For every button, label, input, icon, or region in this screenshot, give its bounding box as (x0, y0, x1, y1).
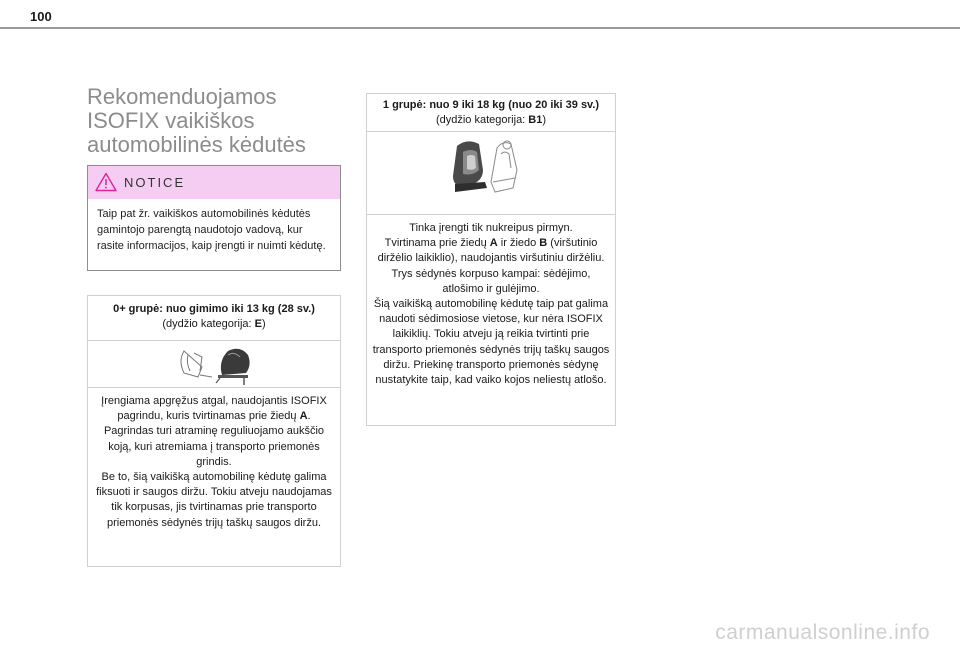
section-title (87, 85, 347, 157)
warning-triangle-icon (95, 172, 117, 192)
text-run: (viršutinio diržėlio laikiklio), naudojantis viršutiniu diržėliu. (377, 237, 605, 265)
text-run: . (307, 410, 311, 423)
seat-group-0-description (88, 388, 340, 531)
section-title-line: Rekomenduojamos (87, 84, 277, 109)
category-value: B1 (528, 114, 543, 126)
category-suffix: ) (262, 318, 266, 330)
ring-ref-a: A (489, 237, 498, 250)
seat-group-0-illustration (88, 341, 340, 388)
ring-ref-a: A (299, 410, 308, 423)
description-paragraph (92, 394, 336, 424)
description-paragraph: Be to, šią vaikišką automobilinę kėdutę galima fiksuoti ir saugos diržu. Tokiu atveju naudojamas tik korpusas, jis tvirtinamas prie transporto priemonės sėdynės trijų taškų saugos diržu. (96, 471, 332, 529)
seat-group-0-card (87, 295, 341, 567)
seat-group-1-category (367, 113, 615, 128)
section-title-line: automobilinės kėdutės (87, 132, 306, 157)
seat-group-0-title: 0+ grupė: nuo gimimo iki 13 kg (28 sv.) (113, 303, 315, 315)
text-run: Įrengiama apgręžus atgal, naudojantis ISOFIX pagrindu, kuris tvirtinamas prie žiedų (101, 395, 327, 423)
seat-group-1-header (367, 94, 615, 132)
rear-facing-infant-seat-icon (88, 341, 340, 387)
page-number: 100 (30, 9, 52, 24)
section-title-line: ISOFIX vaikiškos (87, 108, 255, 133)
seat-group-1-illustration (367, 132, 615, 215)
seat-group-0-category (88, 317, 340, 332)
description-paragraph: Trys sėdynės korpuso kampai: sėdėjimo, atlošimo ir gulėjimo. (391, 267, 591, 295)
category-prefix: (dydžio kategorija: (162, 318, 255, 330)
category-prefix: (dydžio kategorija: (435, 114, 529, 126)
category-value: E (254, 318, 262, 330)
seat-group-1-title: 1 grupė: nuo 9 iki 18 kg (nuo 20 iki 39 sv.) (382, 99, 600, 111)
forward-facing-child-seat-icon (367, 132, 615, 214)
header-divider (0, 27, 960, 29)
text-run: Tvirtinama prie žiedų (384, 237, 490, 250)
description-paragraph (371, 236, 611, 266)
notice-text: Taip pat žr. vaikiškos automobilinės kėdutės gamintojo parengtą naudotojo vadovą, kur rasite informacijos, kaip įrengti ir nuimti kėdutę. (97, 208, 326, 252)
notice-box (87, 165, 341, 271)
notice-header (88, 166, 340, 199)
description-paragraph: Šią vaikišką automobilinę kėdutę taip pat galima naudoti sėdimosiose vietose, kur nėra ISOFIX laikiklių. Tokiu atveju ją reikia tvirtinti prie transporto priemonės sėdynės trijų taškų saugos diržu. Priekinę transporto priemonės sėdynę nustatykite taip, kad vaiko kojos neliestų atlošo. (372, 298, 610, 387)
text-run: ir žiedo (497, 237, 540, 250)
seat-group-0-header (88, 296, 340, 341)
description-paragraph: Pagrindas turi atraminę reguliuojamo aukščio koją, kuri atremiama į transporto priemonės grindis. (103, 425, 325, 468)
ring-ref-b: B (539, 237, 548, 250)
seat-group-1-card (366, 93, 616, 426)
category-suffix: ) (542, 114, 547, 126)
description-paragraph: Tinka įrengti tik nukreipus pirmyn. (409, 222, 573, 234)
seat-group-1-description (367, 215, 615, 388)
watermark: carmanualsonline.info (715, 621, 930, 644)
notice-label: NOTICE (124, 175, 186, 190)
